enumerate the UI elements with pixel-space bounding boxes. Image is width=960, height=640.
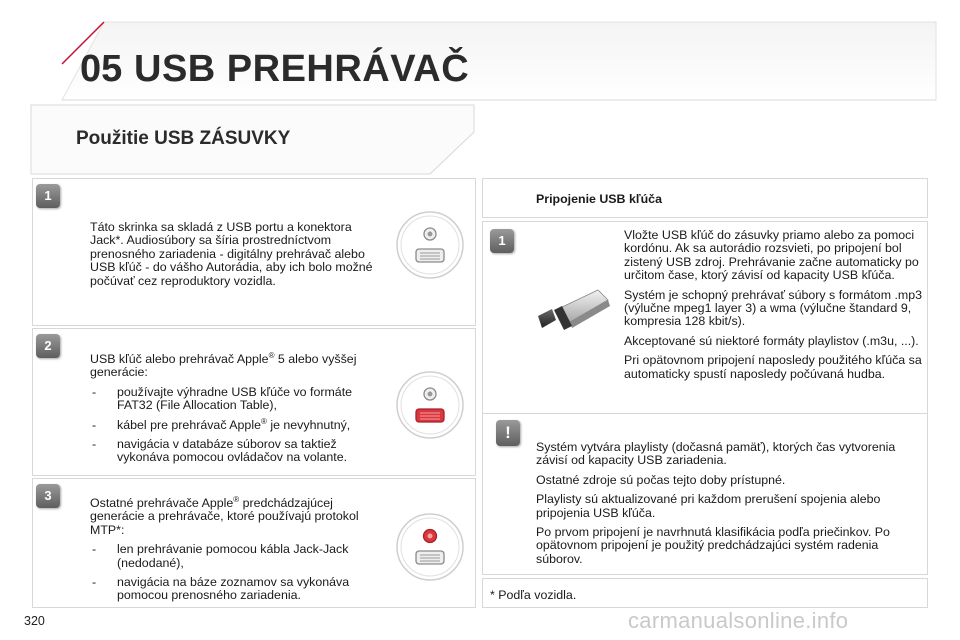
list-item: - navigácia na báze zoznamov sa vykonáva pomocou prenosného zariadenia. bbox=[90, 576, 385, 603]
step-badge-1: 1 bbox=[36, 184, 60, 208]
connection-block-text bbox=[624, 229, 924, 387]
page-header bbox=[0, 0, 960, 106]
chapter-number: 05 bbox=[80, 48, 123, 90]
warning-paragraph-3: Playlisty sú aktualizované pri každom prerušení spojenia alebo pripojenia USB kľúča. bbox=[536, 492, 881, 520]
usb-key-icon bbox=[532, 286, 614, 336]
page-number: 320 bbox=[24, 614, 45, 628]
connection-paragraph-1: Vložte USB kľúč do zásuvky priamo alebo za pomoci kordónu. Ak sa autorádio rozsvieti, po pripojení bol zistený USB zdroj. Prehrávanie začne automaticky po určitom čase, ktorý závisí od kapacity USB kľúča. bbox=[624, 228, 919, 283]
info-block-2-list bbox=[90, 386, 385, 465]
chapter-title: USB PREHRÁVAČ bbox=[134, 48, 470, 90]
watermark: carmanualsonline.info bbox=[628, 608, 849, 633]
warning-icon: ! bbox=[496, 420, 520, 446]
usb-key-connection-title: Pripojenie USB kľúča bbox=[536, 192, 662, 206]
connection-paragraph-3: Akceptované sú niektoré formáty playlistov (.m3u, ...). bbox=[624, 333, 919, 348]
usb-port-highlight-icon bbox=[395, 370, 465, 440]
info-block-3-text bbox=[90, 494, 385, 609]
step-badge-2: 2 bbox=[36, 334, 60, 358]
info-block-1-text bbox=[90, 221, 380, 294]
info-block-1-paragraph: Táto skrinka sa skladá z USB portu a konektora Jack*. Audiosúbory sa šíria prostredníctvom prenosného zariadenia - digitálny prehrávač alebo USB kľúč - do vášho Autorádia, aby ich bolo možné počúvať cez reproduktory vozidla. bbox=[90, 220, 373, 288]
info-block-3-list bbox=[90, 543, 385, 603]
warning-block-text bbox=[536, 441, 921, 572]
list-item: - navigácia v databáze súborov sa taktiež vykonáva pomocou ovládačov na volante. bbox=[90, 438, 385, 465]
list-item: - kábel pre prehrávač Apple® je nevyhnutný, bbox=[90, 419, 385, 432]
jack-port-highlight-icon bbox=[395, 512, 465, 582]
connection-paragraph-2: Systém je schopný prehrávať súbory s formátom .mp3 (výlučne mpeg1 layer 3) a wma (výlučne štandard 9, kompresia 128 kbit/s). bbox=[624, 287, 923, 329]
warning-paragraph-2: Ostatné zdroje sú počas tejto doby prístupné. bbox=[536, 472, 786, 487]
step-badge-3: 3 bbox=[36, 484, 60, 508]
footnote: * Podľa vozidla. bbox=[490, 588, 577, 602]
connection-paragraph-4: Pri opätovnom pripojení naposledy použitého kľúča sa automaticky spustí naposledy počúvaná hudba. bbox=[624, 353, 922, 381]
info-block-2-intro: USB kľúč alebo prehrávač Apple® 5 alebo vyššej generácie: bbox=[90, 350, 357, 380]
step-badge-right-1: 1 bbox=[490, 229, 514, 253]
section-title: Použitie USB ZÁSUVKY bbox=[76, 128, 291, 149]
list-item: - len prehrávanie pomocou kábla Jack-Jack (nedodané), bbox=[90, 543, 385, 570]
usb-jack-socket-icon bbox=[395, 210, 465, 280]
info-block-3-intro: Ostatné prehrávače Apple® predchádzajúcej generácie a prehrávače, ktoré používajú protokol MTP*: bbox=[90, 494, 359, 537]
warning-paragraph-1: Systém vytvára playlisty (dočasná pamäť), ktorých čas vytvorenia závisí od kapacity USB zariadenia. bbox=[536, 440, 896, 468]
info-block-2-text bbox=[90, 350, 385, 471]
warning-paragraph-4: Po prvom pripojení je navrhnutá klasifikácia podľa priečinkov. Po opätovnom pripojení je použitý predchádzajúci systém radenia súborov. bbox=[536, 525, 890, 566]
list-item: - používajte výhradne USB kľúče vo formáte FAT32 (File Allocation Table), bbox=[90, 386, 385, 413]
